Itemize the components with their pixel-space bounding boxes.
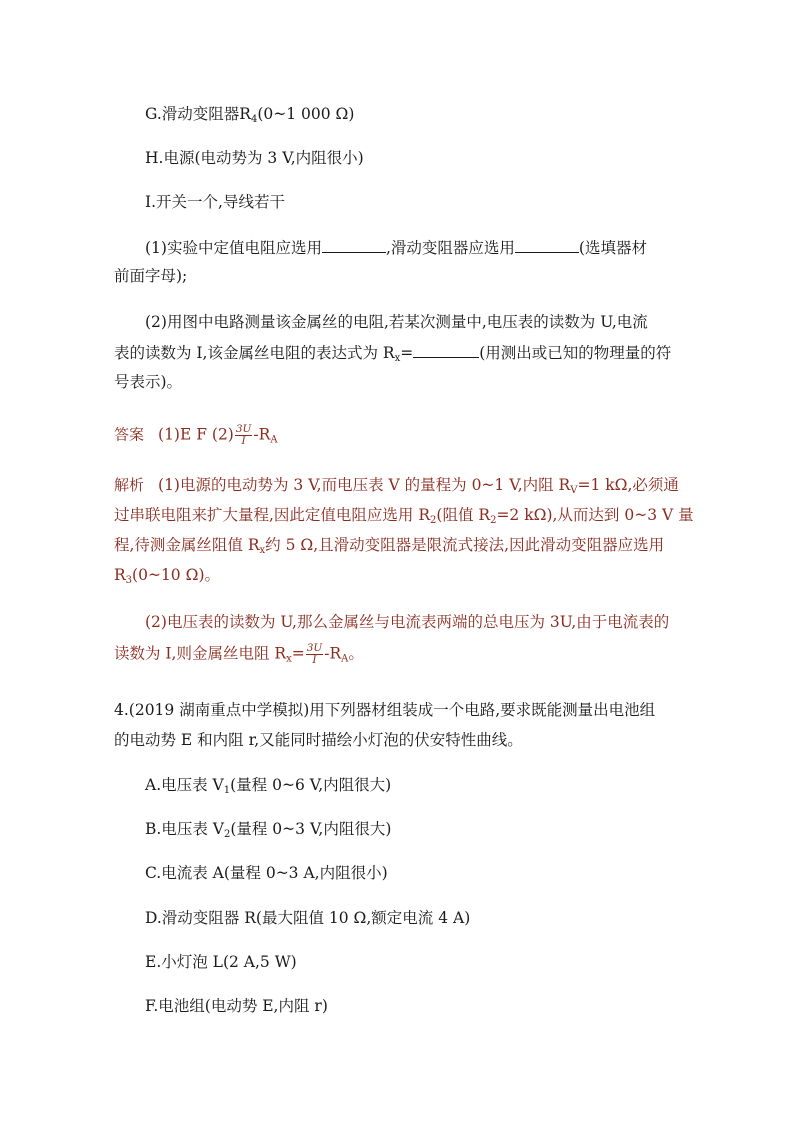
item-g: G.滑动变阻器$R_4(0\sim 1$ 000 Ω) (145, 105, 355, 125)
analysis-fraction: $\frac{3U}{I}$ (306, 642, 323, 666)
answer-blank (515, 237, 579, 253)
question-1-line-1: (1)实验中定值电阻应选用 ,滑动变阻器应选用 (选填器材 (145, 239, 647, 257)
analysis-part-2-line-2: 读数为 I,则金属丝电阻 $R_x=$ $\frac{3U}{I}$ $-R_A$。 (114, 642, 364, 666)
analysis-line-2: 过串联电阻来扩大量程,因此定值电阻应选用 $R_2$(阻值 $R_2=2$ kΩ),从而达到 0~3 V 量 (114, 506, 694, 526)
item-b: B.电压表 $V_2$(量程 0~3 V,内阻很大) (145, 820, 392, 840)
analysis-line-1: 解析 (1)电源的电动势为 3 V,而电压表 V 的量程为 0~1 V,内阻 $R_V=1$ kΩ,必须通 (114, 476, 679, 496)
item-h: H.电源(电动势为 3 V,内阻很小) (145, 149, 364, 167)
analysis-line-4: $R_3(0\sim 10$ Ω)。 (114, 566, 220, 586)
answer-blank (413, 342, 479, 358)
answer-blank (322, 237, 386, 253)
item-d: D.滑动变阻器 R(最大阻值 10 Ω,额定电流 4 A) (145, 909, 471, 927)
analysis-part-2-line-1: (2)电压表的读数为 U,那么金属丝与电流表两端的总电压为 3U,由于电流表的 (145, 613, 670, 631)
item-i: I.开关一个,导线若干 (145, 193, 285, 211)
item-f: F.电池组(电动势 E,内阻 r) (145, 997, 328, 1015)
item-a: A.电压表 $V_1$(量程 0~6 V,内阻很大) (145, 776, 392, 796)
answer-label: 答案 (114, 425, 145, 444)
item-c: C.电流表 A(量程 0~3 A,内阻很小) (145, 864, 388, 882)
analysis-line-3: 程,待测金属丝阻值 $R_x$约 5 Ω,且滑动变阻器是限流式接法,因此滑动变阻器应选用 (114, 536, 665, 556)
answer-line: 答案 (1)E F (2) $\frac{3U}{I}$ $-R_A$ (114, 423, 278, 447)
problem-4-line-2: 的电动势 E 和内阻 r,又能同时描绘小灯泡的伏安特性曲线。 (114, 731, 523, 749)
question-2-line-1: (2)用图中电路测量该金属丝的电阻,若某次测量中,电压表的读数为 U,电流 (145, 313, 648, 331)
answer-fraction: $\frac{3U}{I}$ (235, 423, 252, 447)
analysis-label: 解析 (114, 476, 145, 494)
question-2-line-3: 号表示)。 (114, 373, 183, 391)
question-1-line-2: 前面字母); (114, 267, 188, 285)
problem-4-line-1: 4.(2019 湖南重点中学模拟)用下列器材组装成一个电路,要求既能测量出电池组 (114, 701, 656, 719)
question-2-line-2: 表的读数为 I,该金属丝电阻的表达式为 $R_x=$ (用测出或已知的物理量的符 (114, 344, 672, 364)
item-e: E.小灯泡 L(2 A,5 W) (145, 953, 297, 971)
